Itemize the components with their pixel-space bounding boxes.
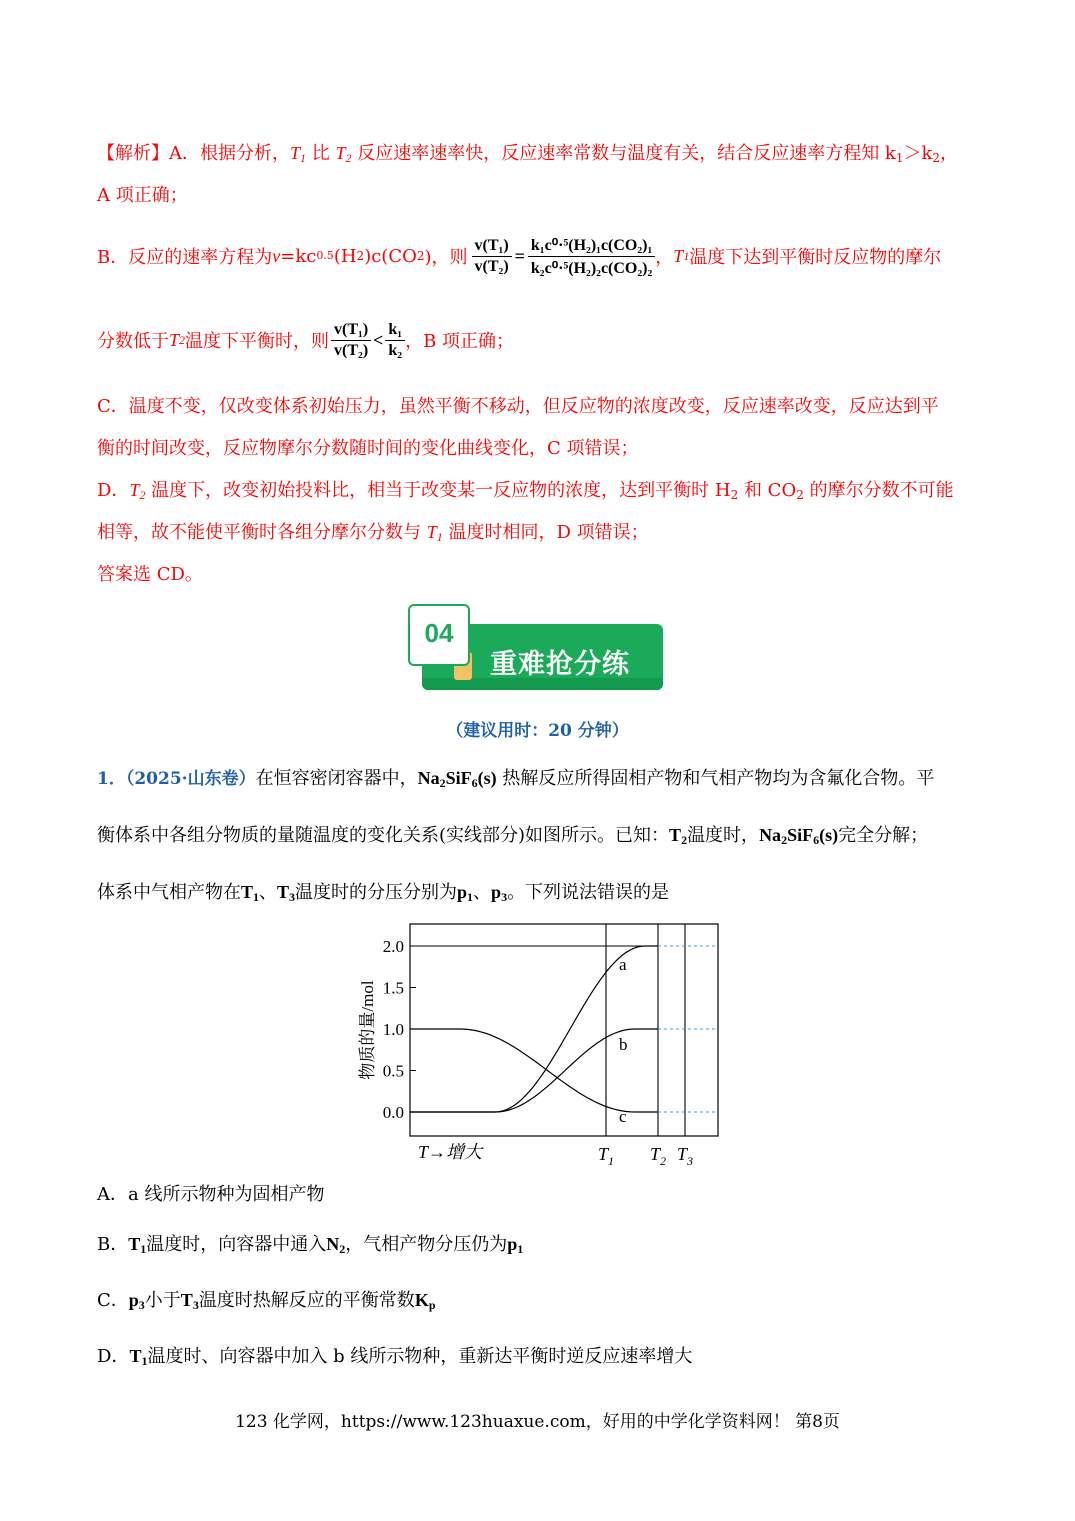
section-banner [408,604,663,690]
option-a[interactable]: A．a 线所示物种为固相产物 [97,1184,325,1205]
page-footer: 123 化学网，https://www.123huaxue.com，好用的中学化学资料网！ 第8页 [235,1412,840,1432]
question-number: 1． [97,769,126,789]
x-marker-sub-2: 2 [660,1154,667,1168]
y-tick-label-0.0: 0.0 [382,1103,404,1122]
question-source: （2025·山东卷） [125,769,256,789]
analysis-line-3: B．反应的速率方程为 v =kc 0.5 (H 2 )c(CO 2 )，则 $\frac{\text{v(T₁)}}{\text{v(T₂)}}$ = $\frac{\text{k₁c⁰·⁵(H₂)₁c(CO₂)₁}}{\text{k₂c⁰·⁵(H₂)₂c(CO₂)₂}}$ ， T 1 温度下达到平衡时反应物的摩尔 [97,236,942,277]
y-tick-label-1.5: 1.5 [382,978,404,998]
analysis-line-7: D．$T_2$ 温度下，改变初始投料比，相当于改变某一反应物的浓度，达到平衡时 $H_2$ 和 $CO_2$ 的摩尔分数不可能 [97,480,954,502]
option-d[interactable]: D．$T_1$温度时、向容器中加入 b 线所示物种，重新达平衡时逆反应速率增大 [97,1346,693,1368]
y-axis-label: 物质的量/mol [358,980,377,1080]
section-number-box: 04 [408,604,470,666]
analysis-tag: 【解析】 [97,143,169,164]
analysis-line-8: 相等，故不能使平衡时各组分摩尔分数与 $T_1$ 温度时相同，D 项错误； [97,522,649,544]
section-title: 重难抢分练 [490,649,630,680]
series-label-a: a [619,955,627,974]
question-line-2: 衡体系中各组分物质的量随温度的变化关系(实线部分)如图所示。已知：$T_2$温度时，$Na_2SiF_6(s)$完全分解； [97,825,929,847]
x-marker-T2: $T_2$ [650,1144,667,1168]
analysis-line-5: C．温度不变，仅改变体系初始压力，虽然平衡不移动，但反应物的浓度改变，反应速率改变，反应达到平 [97,396,939,417]
y-tick-label-2.0: 2.0 [382,937,404,956]
y-tick-label-1.0: 1.0 [382,1020,404,1039]
option-b[interactable]: B．$T_1$温度时，向容器中通入$N_2$，气相产物分压仍为$p_1$ [97,1234,524,1256]
question-line-1: 1．（2025·山东卷）在恒容密闭容器中，$Na_2SiF_6(s)$ 热解反应所得固相产物和气相产物均为含氟化合物。平 [97,768,935,790]
rate-ratio-fraction: $\frac{\text{v(T₁)}}{\text{v(T₂)}}$ [472,237,512,276]
x-marker-sub-1: 1 [608,1154,615,1168]
k-ratio-fraction: $\frac{\text{k₁}}{\text{k₂}}$ [385,321,405,360]
series-label-b: b [619,1035,628,1054]
analysis-line-2: A 项正确； [97,185,188,206]
x-axis-label: T→增大 [418,1142,483,1162]
series-label-c: c [619,1107,627,1126]
y-tick-label-0.5: 0.5 [382,1061,404,1081]
plot-frame [410,924,718,1136]
answer-line: 答案选 CD。 [97,564,203,585]
analysis-line-6: 衡的时间改变，反应物摩尔分数随时间的变化曲线变化，C 项错误； [97,438,639,459]
x-marker-T3: $T_3$ [677,1144,694,1168]
question-line-3: 体系中气相产物在$T_1$、$T_3$温度时的分压分别为$p_1$、$p_3$。下列说法错误的是 [97,882,670,904]
analysis-line-4: 分数低于 T 2 温度下平衡时，则 $\frac{\text{v(T₁)}}{\text{v(T₂)}}$ < $\frac{\text{k₁}}{\text{k₂}}$ ，B 项正确； [97,320,515,359]
analysis-line-1: 【解析】A．根据分析，$T_1$ 比 $T_2$ 反应速率速率快，反应速率常数与温度有关，结合反应速率方程知 $k_1>k_2$， [97,143,959,165]
option-c[interactable]: C．$p_3$小于$T_3$温度时热解反应的平衡常数$K_p$ [97,1290,436,1312]
x-marker-sub-3: 3 [687,1154,694,1168]
suggested-time: （建议用时：20 分钟） [446,721,629,741]
rate-ratio-fraction-2: $\frac{\text{v(T₁)}}{\text{v(T₂)}}$ [331,321,371,360]
rate-expression-fraction: $\frac{\text{k₁c⁰·⁵(H₂)₁c(CO₂)₁}}{\text{k₂c⁰·⁵(H₂)₂c(CO₂)₂}}$ [528,235,655,278]
x-marker-T1: $T_1$ [598,1144,615,1168]
equilibrium-chart [345,920,745,1170]
